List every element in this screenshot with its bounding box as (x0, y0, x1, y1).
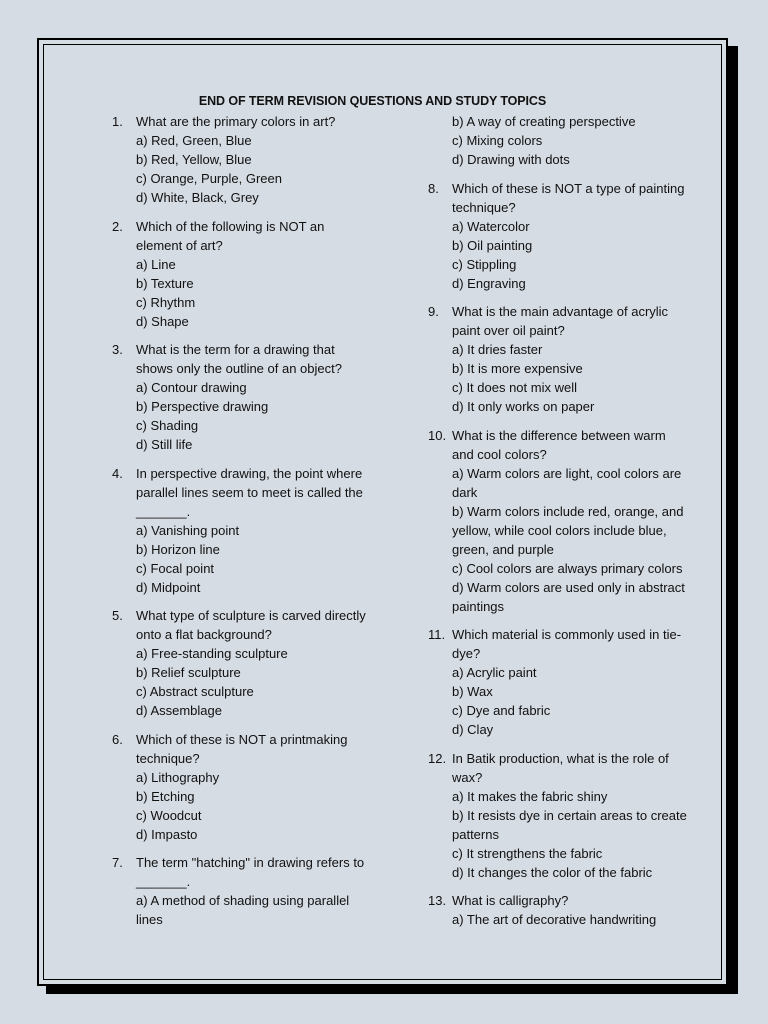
answer-option: c) Dye and fabric (452, 703, 551, 718)
answer-option: a) It makes the fabric shiny (452, 788, 608, 804)
question-number: 7. (112, 855, 123, 870)
question-number: 12. (428, 750, 447, 766)
answer-options (112, 891, 367, 929)
question-number: 9. (428, 304, 439, 319)
answer-option: d) Midpoint (136, 579, 201, 595)
question-row (112, 730, 367, 768)
question-text: In perspective drawing, the point where parallel lines seem to meet is called the _______. (136, 465, 363, 519)
question-row (428, 625, 688, 663)
question-row (112, 340, 367, 378)
answer-options (428, 112, 688, 169)
answer-options (112, 255, 367, 331)
answer-option: a) Warm colors are light, cool colors are dark (452, 465, 682, 500)
question-row (112, 217, 367, 255)
answer-option: d) Impasto (136, 826, 198, 842)
answer-option: c) Focal point (136, 560, 215, 576)
question-row (428, 179, 688, 217)
answer-options (112, 521, 367, 597)
question-text: Which of the following is NOT an element of art? (136, 218, 325, 253)
answer-option: c) Rhythm (136, 294, 196, 310)
answer-option: b) Red, Yellow, Blue (136, 152, 252, 167)
question-item (428, 179, 688, 293)
answer-option: a) Vanishing point (136, 522, 240, 538)
question-number: 6. (112, 731, 123, 747)
question-item (112, 112, 367, 207)
answer-options (112, 768, 367, 844)
question-number: 10. (428, 427, 447, 443)
answer-option: c) It does not mix well (452, 380, 577, 395)
question-row (428, 749, 688, 787)
answer-option: c) It strengthens the fabric (452, 845, 603, 861)
answer-option: a) Free-standing sculpture (136, 646, 288, 661)
page-title: END OF TERM REVISION QUESTIONS AND STUDY TOPICS (198, 94, 547, 108)
question-item (112, 340, 367, 454)
question-item (428, 625, 688, 739)
answer-option: b) Etching (136, 788, 195, 804)
question-number: 3. (112, 342, 123, 357)
question-item (428, 302, 688, 416)
answer-option: b) Oil painting (452, 237, 533, 253)
question-text: What is the difference between warm and cool colors? (452, 427, 666, 462)
question-text: The term "hatching" in drawing refers to _______. (136, 855, 365, 889)
answer-options (112, 644, 367, 720)
answer-option: d) It only works on paper (452, 399, 595, 414)
answer-options (112, 378, 367, 454)
answer-option: b) Horizon line (136, 541, 220, 557)
question-item (112, 217, 367, 331)
question-number: 11. (428, 627, 446, 642)
question-text: What is the term for a drawing that shows only the outline of an object? (136, 342, 342, 376)
question-item (112, 606, 367, 720)
answer-options (428, 464, 688, 616)
question-row (428, 302, 688, 340)
question-row (112, 606, 367, 644)
question-number: 5. (112, 608, 123, 623)
question-number: 4. (112, 465, 123, 481)
question-text: Which of these is NOT a printmaking technique? (136, 731, 348, 766)
question-item (112, 730, 367, 844)
answer-option: a) Watercolor (452, 218, 530, 234)
question-item (112, 464, 367, 597)
answer-options (112, 131, 367, 207)
answer-option: d) Engraving (452, 275, 526, 291)
answer-options (428, 787, 688, 882)
answer-option: d) Still life (136, 437, 193, 452)
answer-option: a) A method of shading using parallel lines (136, 893, 350, 927)
answer-option: b) Texture (136, 275, 194, 291)
answer-option: c) Orange, Purple, Green (136, 171, 282, 186)
answer-option: b) Warm colors include red, orange, and yellow, while cool colors include blue, green, and purple (452, 503, 684, 557)
answer-option: b) Relief sculpture (136, 665, 241, 680)
question-item (428, 426, 688, 616)
answer-option: c) Shading (136, 418, 199, 433)
answer-option: a) The art of decorative handwriting (452, 912, 657, 927)
answer-option: d) Warm colors are used only in abstract paintings (452, 579, 685, 614)
answer-option: b) Perspective drawing (136, 399, 269, 414)
question-number: 2. (112, 218, 123, 234)
question-row (428, 891, 688, 910)
question-item (428, 749, 688, 882)
right-question-column (428, 112, 688, 939)
answer-option: a) Line (136, 256, 176, 272)
answer-option: a) It dries faster (452, 342, 543, 357)
question-row (112, 464, 367, 521)
answer-option: c) Stippling (452, 256, 517, 272)
question-text: Which material is commonly used in tie-dye? (452, 627, 682, 661)
answer-options (428, 340, 688, 416)
answer-option: c) Abstract sculpture (136, 684, 254, 699)
question-text: What are the primary colors in art? (136, 114, 336, 129)
answer-option: d) It changes the color of the fabric (452, 864, 653, 880)
question-row (112, 112, 367, 131)
answer-option: c) Cool colors are always primary colors (452, 560, 683, 576)
left-question-column (112, 112, 367, 939)
question-text: In Batik production, what is the role of wax? (452, 750, 669, 785)
answer-option: a) Contour drawing (136, 380, 247, 395)
answer-option: d) Drawing with dots (452, 152, 570, 167)
answer-option: d) Clay (452, 722, 494, 737)
question-text: Which of these is NOT a type of painting technique? (452, 180, 685, 215)
answer-option: b) Wax (452, 684, 493, 699)
answer-option: d) Shape (136, 313, 189, 329)
question-item (428, 891, 688, 929)
question-row (428, 426, 688, 464)
answer-option: d) White, Black, Grey (136, 190, 259, 205)
answer-option: b) It is more expensive (452, 361, 583, 376)
answer-option: a) Acrylic paint (452, 665, 537, 680)
answer-options (428, 663, 688, 739)
question-row (112, 853, 367, 891)
answer-option: a) Lithography (136, 769, 220, 785)
answer-option: c) Mixing colors (452, 133, 543, 148)
question-item (428, 112, 688, 169)
answer-option: a) Red, Green, Blue (136, 133, 252, 148)
answer-options (428, 910, 688, 929)
question-number: 8. (428, 180, 439, 196)
question-item (112, 853, 367, 929)
answer-options (428, 217, 688, 293)
question-text: What is calligraphy? (452, 893, 569, 908)
answer-option: d) Assemblage (136, 703, 222, 718)
answer-option: c) Woodcut (136, 807, 202, 823)
question-text: What is the main advantage of acrylic paint over oil paint? (452, 304, 669, 338)
answer-option: b) It resists dye in certain areas to create patterns (452, 807, 687, 842)
question-text: What type of sculpture is carved directly onto a flat background? (136, 608, 366, 642)
question-number: 1. (112, 114, 123, 129)
question-number: 13. (428, 893, 447, 908)
answer-option: b) A way of creating perspective (452, 114, 636, 129)
